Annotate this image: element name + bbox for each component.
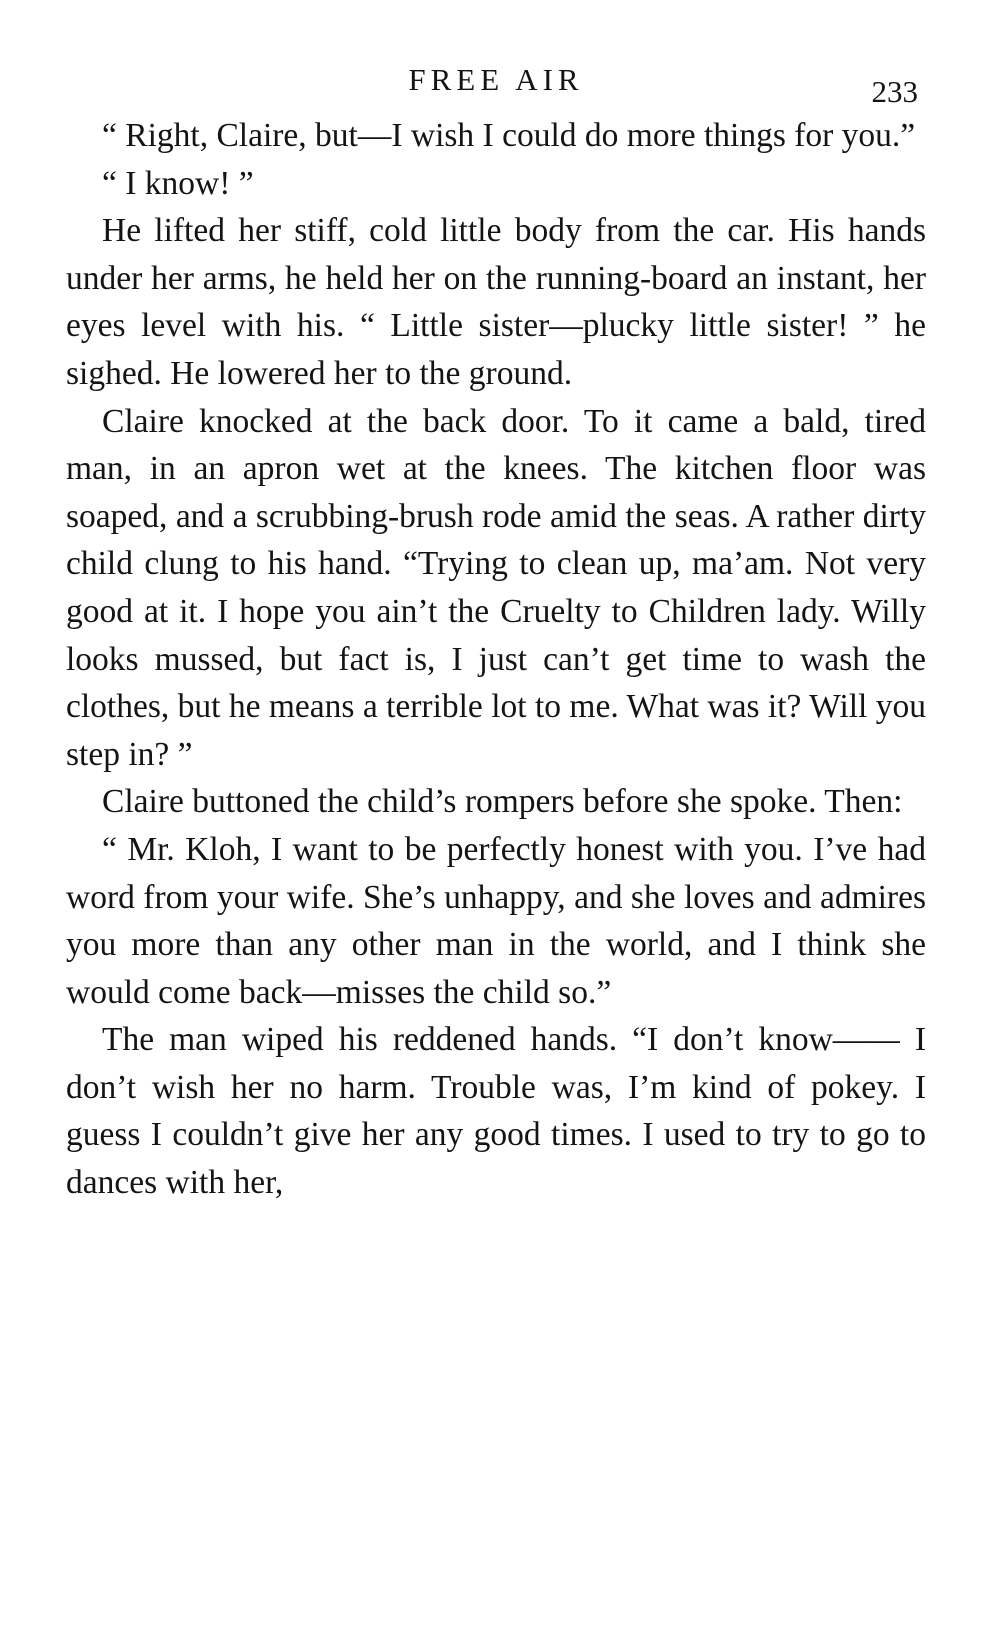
paragraph: “ I know! ”: [102, 164, 254, 202]
book-page: [66, 60, 926, 1207]
body-text: [66, 112, 926, 1207]
running-head: [66, 60, 926, 112]
page-number: 233: [871, 74, 918, 109]
paragraph: He lifted her stiff, cold little body from the car. His hands under her arms, he held her on the running-board an instant, her eyes level with his. “ Little sister—plucky little sister! ” he sighed. He lowered her to the ground.: [66, 212, 926, 392]
paragraph: Claire buttoned the child’s rompers before she spoke. Then:: [102, 783, 903, 821]
paragraph: “ Right, Claire, but—I wish I could do more things for you.”: [102, 117, 916, 154]
paragraph: “ Mr. Kloh, I want to be perfectly honest with you. I’ve had word from your wife. She’s unhappy, and she loves and admires you more than any other man in the world, and I think she would come back—misses the child so.”: [66, 830, 926, 1011]
paragraph: Claire knocked at the back door. To it came a bald, tired man, in an apron wet at the knees. The kitchen floor was soaped, and a scrubbing-brush rode amid the seas. A rather dirty child clung to his hand. “Trying to clean up, ma’am. Not very good at it. I hope you ain’t the Cruelty to Children lady. Willy looks mussed, but fact is, I just can’t get time to wash the clothes, but he means a terrible lot to me. What was it? Will you step in? ”: [66, 402, 926, 773]
running-title: FREE AIR: [408, 62, 584, 97]
paragraph: The man wiped his reddened hands. “I don’t know—— I don’t wish her no harm. Trouble was, I’m kind of pokey. I guess I couldn’t give her any good times. I used to try to go to dances with her,: [66, 1021, 926, 1202]
